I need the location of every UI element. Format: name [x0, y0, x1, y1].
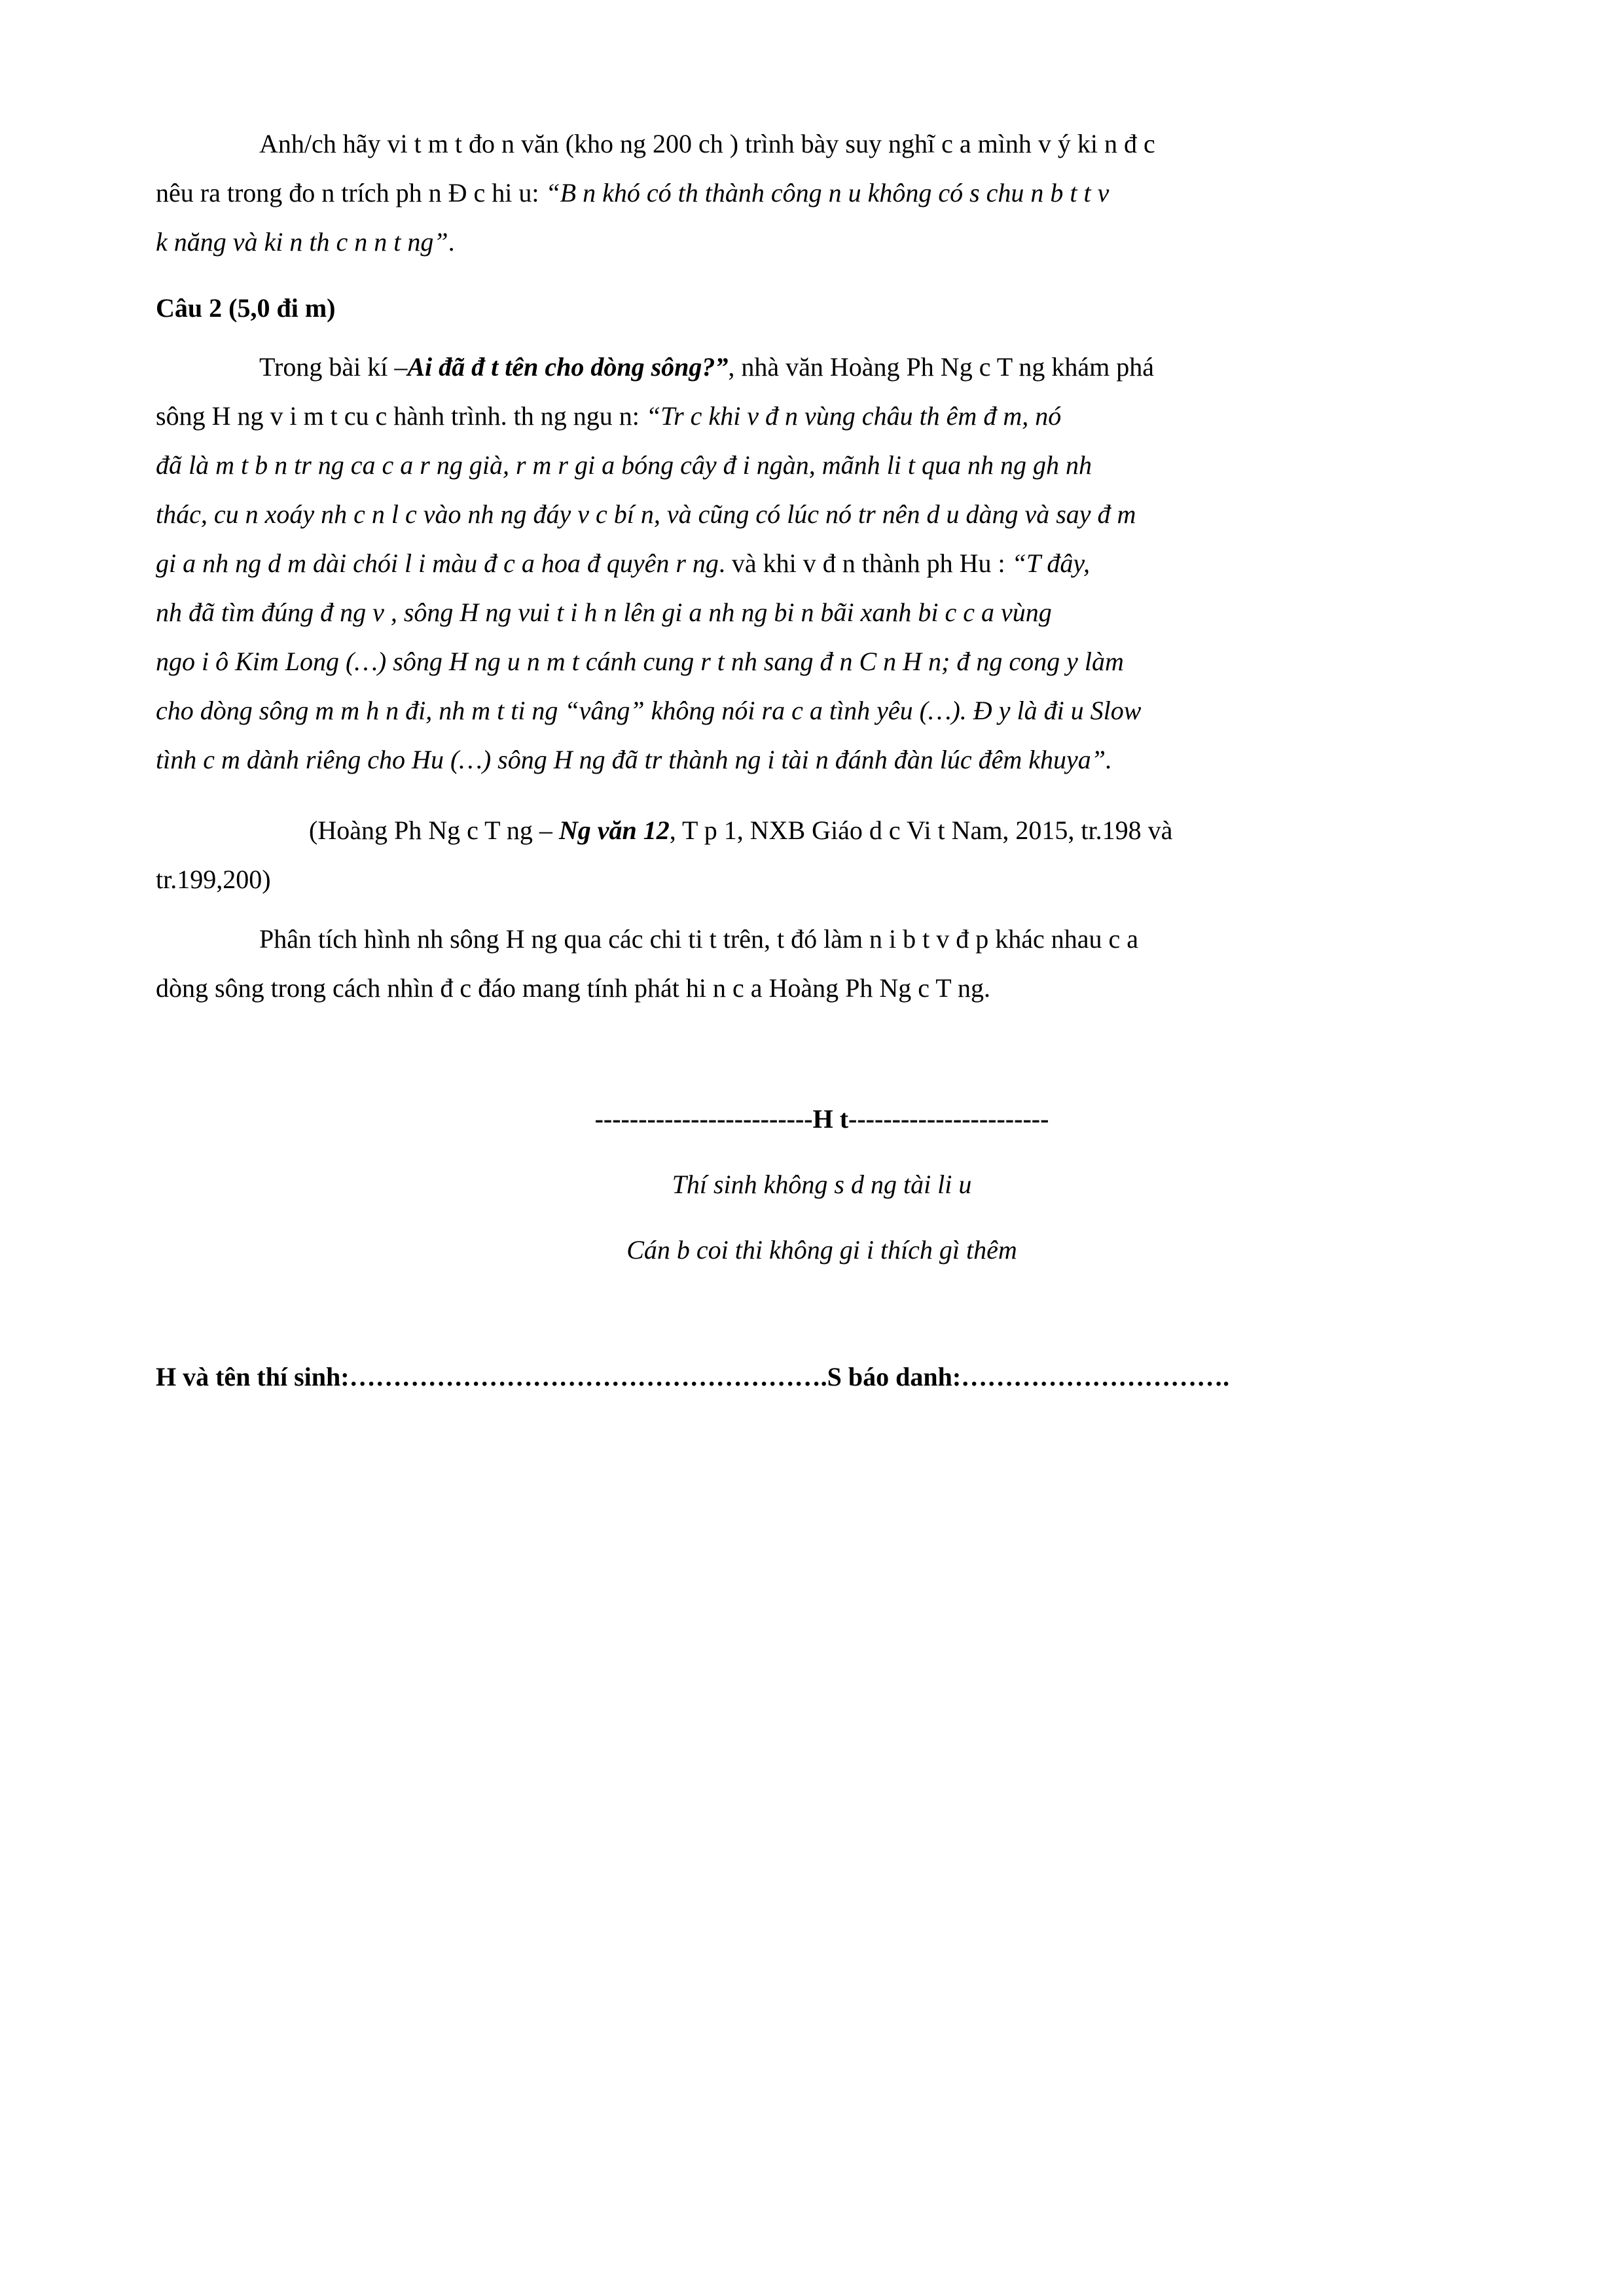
cau2-line-8: cho dòng sông m m h n đi, nh m t ti ng “vâng” không nói ra c a tình yêu (…). Đ y là đi u Slow — [156, 696, 1142, 725]
cau2-line-3: đã là m t b n tr ng ca c a r ng già, r m r gi a bóng cây đ i ngàn, mãnh li t qua nh ng gh nh — [156, 450, 1092, 480]
cau2-line-1-rest: , nhà văn Hoàng Ph Ng c T ng khám phá — [728, 352, 1155, 382]
end-marker: -------------------------H t----------------------- — [594, 1104, 1049, 1134]
cau2-line-4: thác, cu n xoáy nh c n l c vào nh ng đáy v c bí n, và cũng có lúc nó tr nên d u dàng và say đ m — [156, 499, 1136, 529]
cau1-line-3-end: . — [448, 227, 455, 257]
cau2-line-2-text: sông H ng v i m t cu c hành trình. th ng ngu n: — [156, 401, 646, 431]
cau2-line-7: ngo i ô Kim Long (…) sông H ng u n m t cánh cung r t nh sang đ n C n H n; đ ng cong y làm — [156, 647, 1124, 676]
cau2-heading: Câu 2 (5,0 đi m) — [156, 293, 336, 323]
citation-line-2: tr.199,200) — [156, 865, 271, 894]
cau2-line-6: nh đã tìm đúng đ ng v , sông H ng vui t i h n lên gi a nh ng bi n bãi xanh bi c c a vùng — [156, 598, 1052, 627]
cau2-line-2 — [156, 391, 1488, 440]
citation-line-1 — [156, 806, 1488, 855]
sbd-field-dots: …………………………. — [961, 1362, 1230, 1391]
cau2-quote-start: “Tr c khi v đ n vùng châu th êm đ m, nó — [645, 401, 1062, 431]
cau1-line-2 — [156, 168, 1488, 217]
cau2-line-1 — [156, 342, 1488, 391]
cau1-quote-part-1: “B n khó có th thành công n u không có s chu n b t t v — [545, 178, 1110, 207]
candidate-info-line — [156, 1361, 1504, 1392]
sbd-label: S báo danh: — [827, 1362, 962, 1391]
cau2-task-line-1: Phân tích hình nh sông H ng qua các chi ti t trên, t đó làm n i b t v đ p khác nhau c a — [259, 924, 1139, 954]
cau1-task-paragraph — [156, 119, 1488, 266]
cau2-task-paragraph — [156, 914, 1488, 1013]
cau2-passage-paragraph — [156, 342, 1488, 784]
citation-book: Ng văn 12 — [558, 816, 670, 845]
name-label: H và tên thí sinh: — [156, 1362, 350, 1391]
work-title: Ai đã đ t tên cho dòng sông?” — [407, 352, 729, 382]
cau1-line-1: Anh/ch hãy vi t m t đo n văn (kho ng 200 ch ) trình bày suy nghĩ c a mình v ý ki n đ c — [259, 129, 1155, 158]
cau1-quote-part-2: k năng và ki n th c n n t ng” — [156, 227, 448, 257]
citation-details: , T p 1, NXB Giáo d c Vi t Nam, 2015, tr.198 và — [669, 816, 1173, 845]
cau2-task-line-2: dòng sông trong cách nhìn đ c đáo mang tính phát hi n c a Hoàng Ph Ng c T ng. — [156, 973, 990, 1003]
cau2-line-9: tình c m dành riêng cho Hu (…) sông H ng đã tr thành ng i tài n đánh đàn lúc đêm khuya”. — [156, 745, 1112, 774]
cau1-line-3 — [156, 217, 1488, 266]
cau2-quote-end-1: gi a nh ng d m dài chói l i màu đ c a hoa đ quyên r ng — [156, 548, 719, 578]
name-field-dots: ………………………………………………. — [349, 1362, 827, 1391]
note-no-documents: Thí sinh không s d ng tài li u — [672, 1170, 972, 1199]
cau2-line-1-intro: Trong bài kí – — [259, 352, 408, 382]
citation — [156, 806, 1488, 904]
cau2-line-5 — [156, 539, 1488, 588]
citation-author: (Hoàng Ph Ng c T ng – — [309, 816, 559, 845]
note-no-explanation: Cán b coi thi không gi i thích gì thêm — [626, 1235, 1017, 1265]
cau2-quote-start-2: “T đây, — [1011, 548, 1090, 578]
cau1-line-2-text: nêu ra trong đo n trích ph n Đ c hi u: — [156, 178, 546, 207]
cau2-line-5-mid: . và khi v đ n thành ph Hu : — [718, 548, 1012, 578]
